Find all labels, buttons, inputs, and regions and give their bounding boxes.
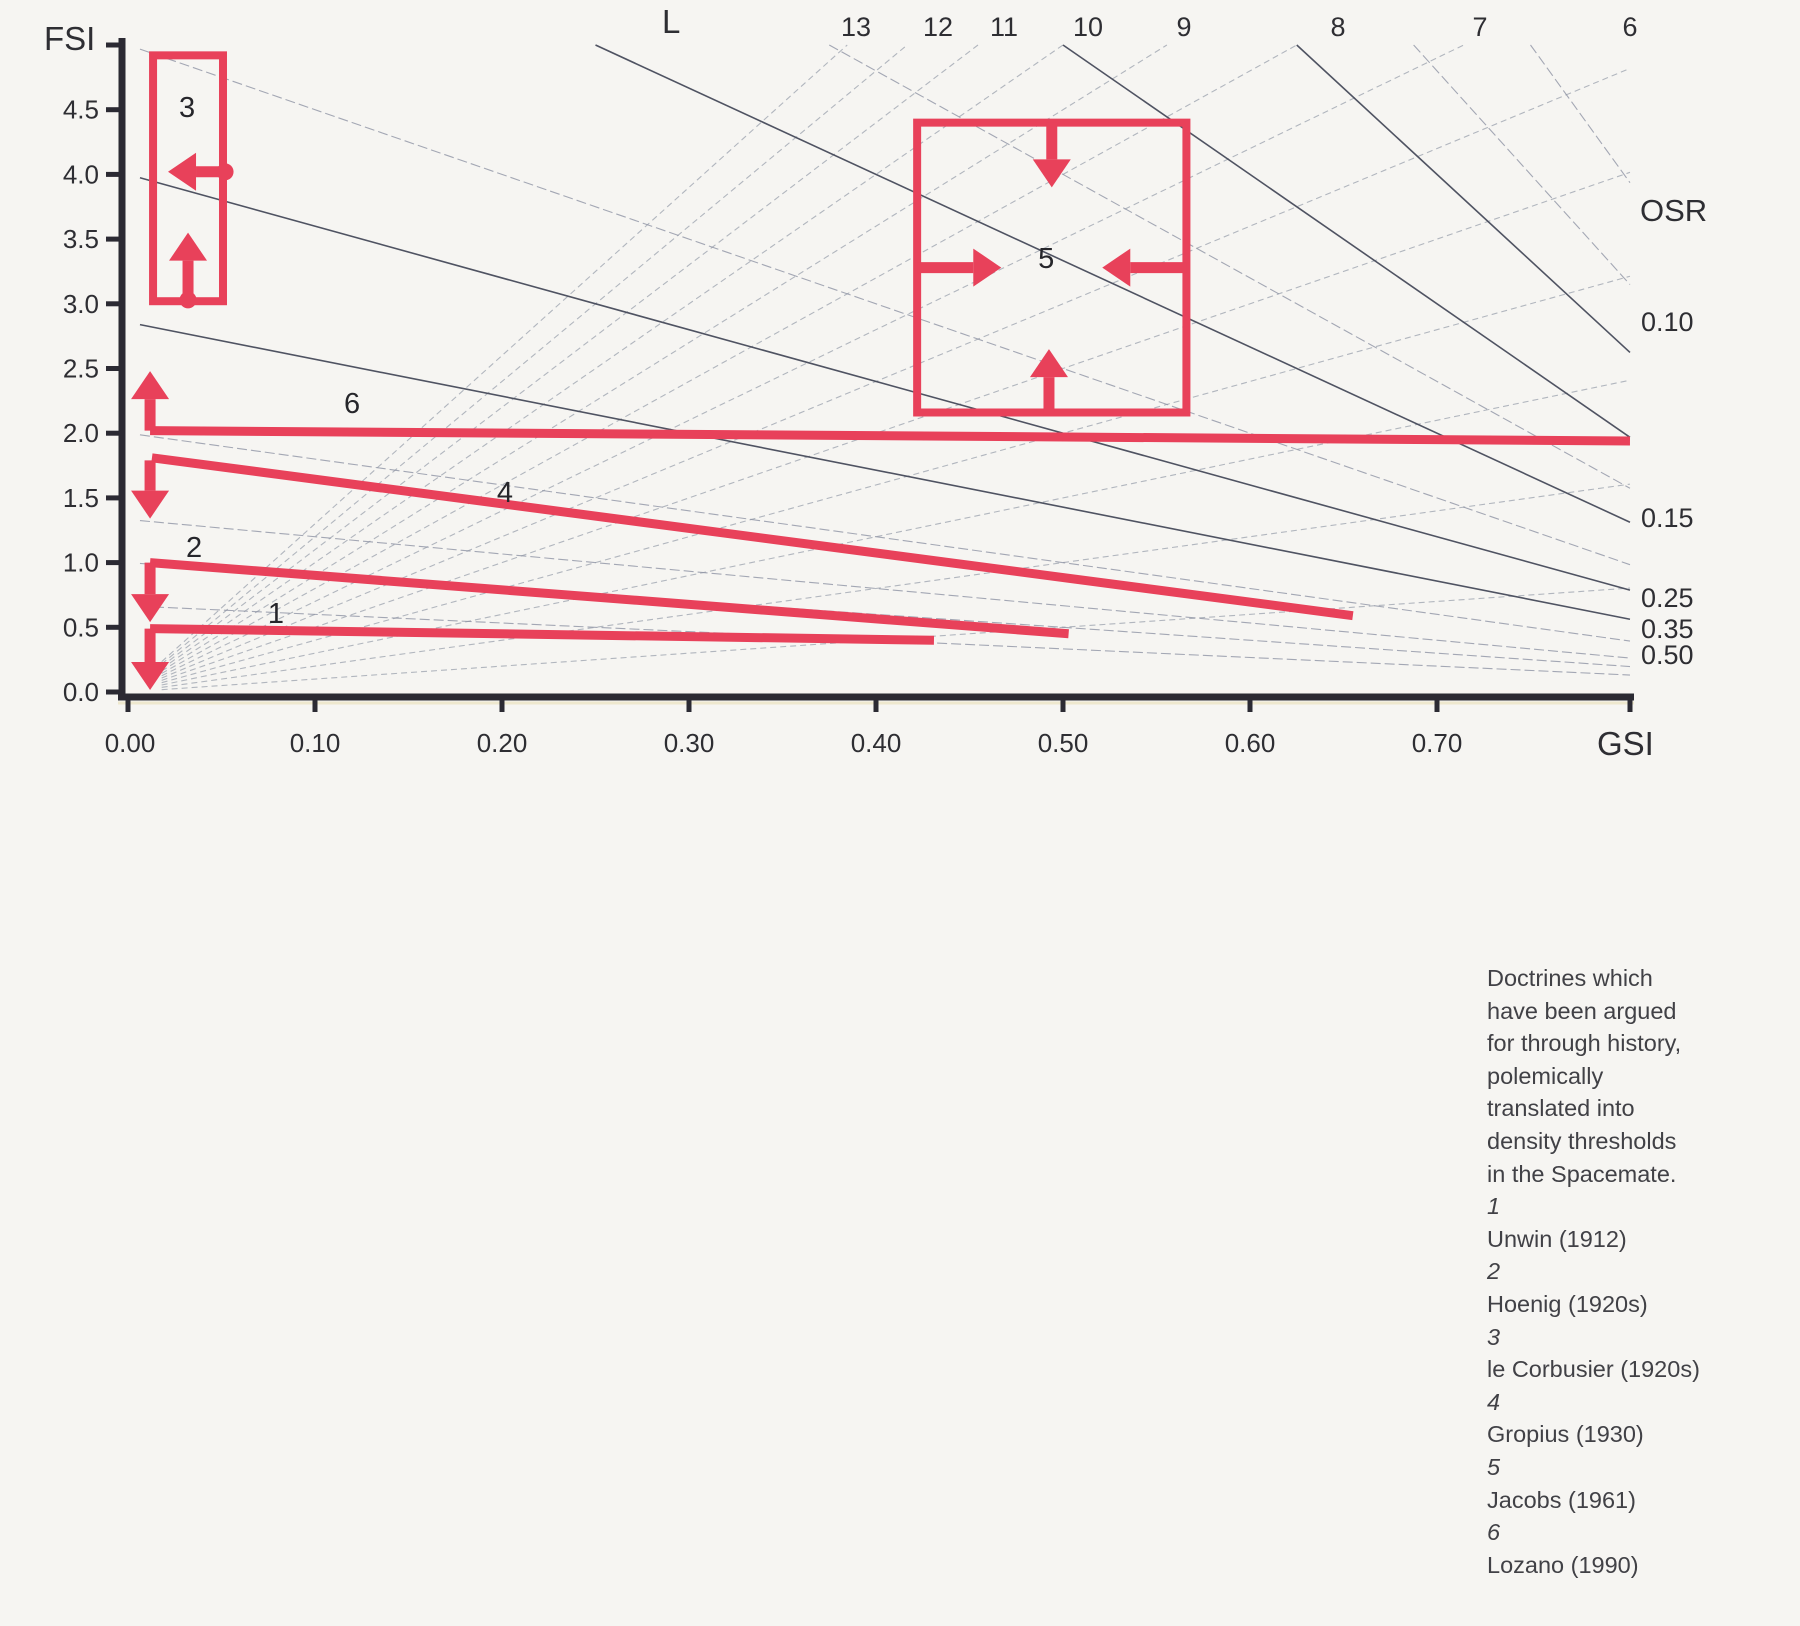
l-label-12: 12 xyxy=(922,12,954,42)
doctrine-5 xyxy=(917,123,1186,413)
caption-line: Doctrines which xyxy=(1487,965,1653,991)
caption-line: Lozano (1990) xyxy=(1487,1551,1639,1578)
osr-line-0.15 xyxy=(596,45,1630,522)
caption-line: in the Spacemate. xyxy=(1487,1160,1677,1187)
doctrine-number-6: 6 xyxy=(343,388,361,421)
osr-line-0.05 xyxy=(1531,45,1630,183)
caption-line: translated into xyxy=(1487,1095,1635,1122)
doctrine-5-arrow-3-head xyxy=(1030,349,1068,377)
caption-line: le Corbusier (1920s) xyxy=(1487,1356,1700,1383)
doctrine-6-line xyxy=(150,431,1630,441)
caption-line: Gropius (1930) xyxy=(1487,1421,1644,1448)
osr-label-0.10: 0.10 xyxy=(1641,307,1694,337)
doctrine-6-arrow-0-head xyxy=(131,371,169,399)
osr-label-0.35: 0.35 xyxy=(1641,614,1694,644)
caption-line: density thresholds xyxy=(1487,1127,1677,1154)
doctrine-6 xyxy=(131,371,1630,441)
caption-line: for through history, xyxy=(1487,1030,1682,1057)
caption-line: Hoenig (1920s) xyxy=(1487,1290,1648,1317)
doctrine-3 xyxy=(153,55,233,308)
caption-line: 2 xyxy=(1487,1258,1501,1285)
osr-line-0.25 xyxy=(140,178,1630,590)
l-label-10: 10 xyxy=(1072,12,1104,42)
y-tick-label: 1.5 xyxy=(62,482,99,513)
y-tick-label: 2.5 xyxy=(62,353,99,384)
caption-line: 4 xyxy=(1487,1388,1501,1415)
osr-line-0.075 xyxy=(1297,45,1630,352)
doctrine-2-line xyxy=(150,563,1069,634)
x-tick-label: 0.00 xyxy=(104,728,156,758)
doctrine-number-2: 2 xyxy=(185,531,203,564)
y-tick-label: 1.0 xyxy=(62,547,99,578)
l-label-8: 8 xyxy=(1330,12,1346,42)
axis-labels xyxy=(44,3,1707,762)
y-tick-label: 3.5 xyxy=(62,224,99,255)
doctrine-number-1: 1 xyxy=(267,598,284,631)
x-tick-label: 0.30 xyxy=(663,728,715,758)
doctrine-annotations xyxy=(131,55,1630,690)
doctrine-3-arrow-1-head xyxy=(169,233,207,261)
y-tick-label: 4.5 xyxy=(62,94,99,125)
doctrine-5-arrow-1-head xyxy=(973,249,1001,287)
x-tick-label: 0.40 xyxy=(850,728,902,758)
osr-label-0.15: 0.15 xyxy=(1641,503,1694,533)
l-label-11: 11 xyxy=(989,12,1019,42)
osr-line-0.1 xyxy=(1063,45,1630,437)
x-tick-label: 0.50 xyxy=(1037,728,1089,758)
caption-line: 5 xyxy=(1487,1453,1501,1480)
osr-line-0.0625 xyxy=(1414,45,1630,285)
x-tick-label: 0.20 xyxy=(476,728,528,758)
doctrine-number-4: 4 xyxy=(496,476,514,509)
x-axis-title: GSI xyxy=(1597,725,1654,762)
caption-line: 6 xyxy=(1487,1519,1501,1546)
l-label-7: 7 xyxy=(1472,12,1488,42)
doctrine-number-3: 3 xyxy=(179,91,196,124)
doctrine-2-arrow-0-head xyxy=(131,594,169,622)
iso-line-grid xyxy=(140,45,1630,690)
figure-caption xyxy=(1487,962,1777,1581)
l-label-9: 9 xyxy=(1176,12,1192,42)
caption-line: Unwin (1912) xyxy=(1487,1225,1627,1252)
l-line-2 xyxy=(162,484,1630,687)
y-tick-label: 0.0 xyxy=(62,677,99,707)
caption-line: have been argued xyxy=(1487,997,1677,1024)
doctrine-1-line xyxy=(150,629,934,641)
doctrine-1-arrow-0-head xyxy=(131,662,169,690)
doctrine-4-arrow-0-head xyxy=(131,491,169,519)
osr-label-0.50: 0.50 xyxy=(1641,640,1694,670)
doctrine-number-5: 5 xyxy=(1038,242,1055,275)
caption-line: 3 xyxy=(1487,1323,1501,1350)
osr-axis-title: OSR xyxy=(1640,193,1708,228)
osr-label-0.25: 0.25 xyxy=(1641,583,1694,613)
l-axis-title: L xyxy=(662,3,681,40)
doctrine-3-arrow-0-dot xyxy=(217,163,234,180)
y-tick-label: 4.0 xyxy=(62,159,99,190)
axes xyxy=(106,38,1634,712)
x-tick-label: 0.10 xyxy=(289,728,341,758)
caption-line: Jacobs (1961) xyxy=(1487,1486,1636,1513)
y-axis-title: FSI xyxy=(44,20,96,57)
x-tick-label: 0.70 xyxy=(1411,728,1463,758)
l-label-6: 6 xyxy=(1622,12,1638,42)
x-tick-label: 0.60 xyxy=(1224,728,1276,758)
doctrine-3-arrow-0-head xyxy=(168,153,196,191)
y-tick-label: 3.0 xyxy=(62,288,99,319)
l-label-13: 13 xyxy=(840,12,872,42)
y-tick-label: 2.0 xyxy=(62,418,99,449)
y-tick-label: 0.5 xyxy=(62,612,99,643)
caption-line: 1 xyxy=(1487,1193,1501,1220)
caption-line: polemically xyxy=(1487,1062,1604,1089)
doctrine-3-arrow-1-dot xyxy=(180,291,197,308)
